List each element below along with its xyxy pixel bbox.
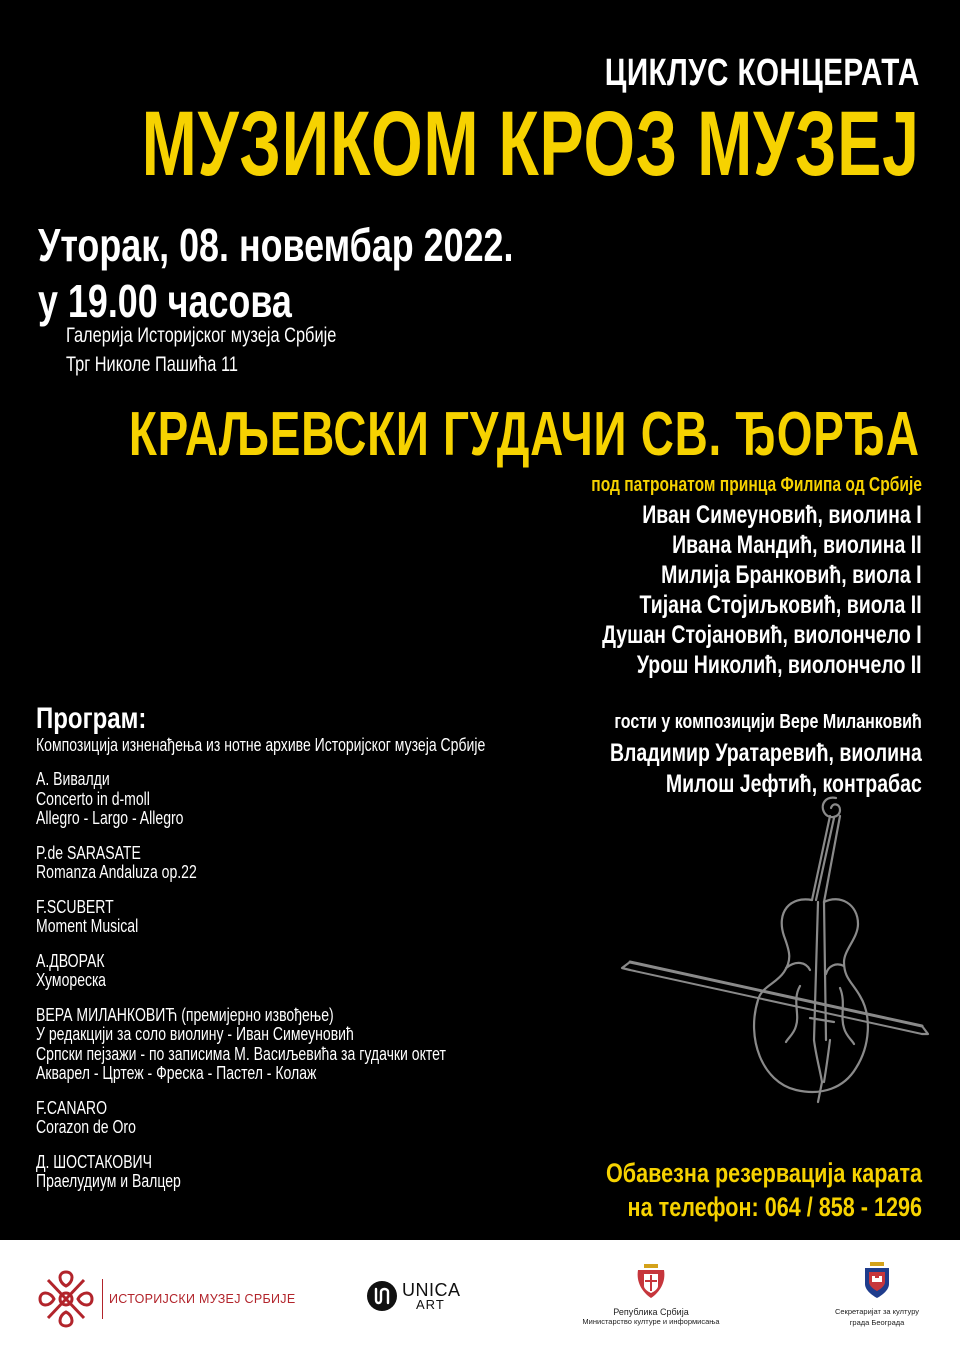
unica-art-logo [366,1280,461,1312]
city-name: града Београда [849,1318,905,1327]
museum-name: ИСТОРИЈСКИ МУЗЕЈ СРБИЈЕ [109,1292,296,1306]
member-item: Ивана Мандић, виолина II [672,531,922,559]
unica-text: UNICA [402,1279,461,1300]
piece-detail: Српски пејзажи - по записима М. Васиљевића за гудачки октет [36,1043,446,1064]
republic-name: Република Србија [613,1307,689,1317]
event-time: у 19.00 часова [38,275,292,327]
piece-title: Moment Musical [36,916,139,936]
member-list [512,500,922,680]
piece-title: Romanza Andaluza op.22 [36,862,197,882]
piece-title: Хуморескa [36,970,106,990]
art-text: ART [416,1296,445,1312]
program-section [36,704,612,1207]
ministry-name: Министарство културе и информисања [582,1317,720,1326]
museum-logo [36,1268,295,1330]
concert-cycle-title: МУЗИКОМ КРОЗ МУЗЕЈ [141,93,920,195]
program-piece [36,1153,612,1192]
logo-divider [102,1279,103,1319]
violin-illustration-icon [600,790,940,1150]
guest-item: Владимир Уратаревић, виолина [610,739,922,767]
belgrade-secretariat-logo [822,1260,932,1327]
patronage-note: под патронатом принца Филипа од Србије [591,474,922,496]
piece-composer: ВЕРА МИЛАНКОВИЋ (премијерно извођење) [36,1004,334,1025]
piece-composer: А. Вивалди [36,769,110,789]
belgrade-coat-of-arms-icon [862,1260,892,1300]
sponsor-footer [0,1240,960,1358]
member-item: Душан Стојановић, виолончело I [602,621,922,649]
venue-name: Галерија Историјског музеја Србије [66,324,337,347]
reservation-line: Обавезна резервација карата [605,1158,922,1188]
guest-item: Милош Јефтић, контрабас [666,770,922,798]
piece-detail: Allegro - Largo - Allegro [36,808,184,828]
program-subtitle: Композиција изненађења из нотне архиве Историјског музеја Србије [36,735,486,755]
event-date: Уторак, 08. новембар 2022. [38,219,514,271]
member-item: Урош Николић, виолончело II [637,651,922,679]
series-title: ЦИКЛУС КОНЦЕРАТА [605,52,920,94]
serbia-coat-of-arms-icon [634,1260,668,1300]
program-piece [36,898,612,937]
piece-composer: F.CANARO [36,1097,107,1118]
ensemble-name: КРАЉЕВСКИ ГУДАЧИ СВ. ЂОРЂА [129,400,920,469]
member-item: Иван Симеуновић, виолина I [642,501,922,529]
city-secretariat-name: Секретаријат за културу [834,1307,920,1316]
piece-title: Concerto in d-moll [36,788,150,809]
piece-composer: Д. ШОСТАКОВИЧ [36,1151,153,1172]
venue-address: Трг Николе Пашића 11 [66,353,238,376]
program-piece [36,844,612,883]
piece-composer: А.ДВОРАК [36,950,105,971]
piece-detail: Акварел - Цртеж - Фреска - Пастел - Колаж [36,1063,317,1083]
piece-title: Праелудиум и Валцер [36,1171,181,1191]
republic-serbia-logo [566,1260,736,1326]
piece-composer: P.de SARASATE [36,842,141,863]
reservation-note [527,1156,922,1224]
program-piece [36,952,612,991]
guest-intro: гости у композицији Вере Миланковић [614,711,922,733]
museum-emblem-icon [36,1268,96,1330]
program-piece [36,1099,612,1138]
program-heading: Програм: [36,702,147,735]
piece-title: Corazon de Oro [36,1117,136,1137]
member-item: Милија Бранковић, виола I [661,561,922,589]
piece-composer: F.SCUBERT [36,896,114,917]
program-piece [36,1006,612,1084]
reservation-phone: на телефон: 064 / 858 - 1296 [627,1192,922,1222]
piece-title: У редакцији за соло виолину - Иван Симеуновић [36,1024,354,1044]
unica-emblem-icon [366,1280,398,1312]
member-item: Тијана Стојиљковић, виола II [639,591,922,619]
program-piece [36,770,612,829]
